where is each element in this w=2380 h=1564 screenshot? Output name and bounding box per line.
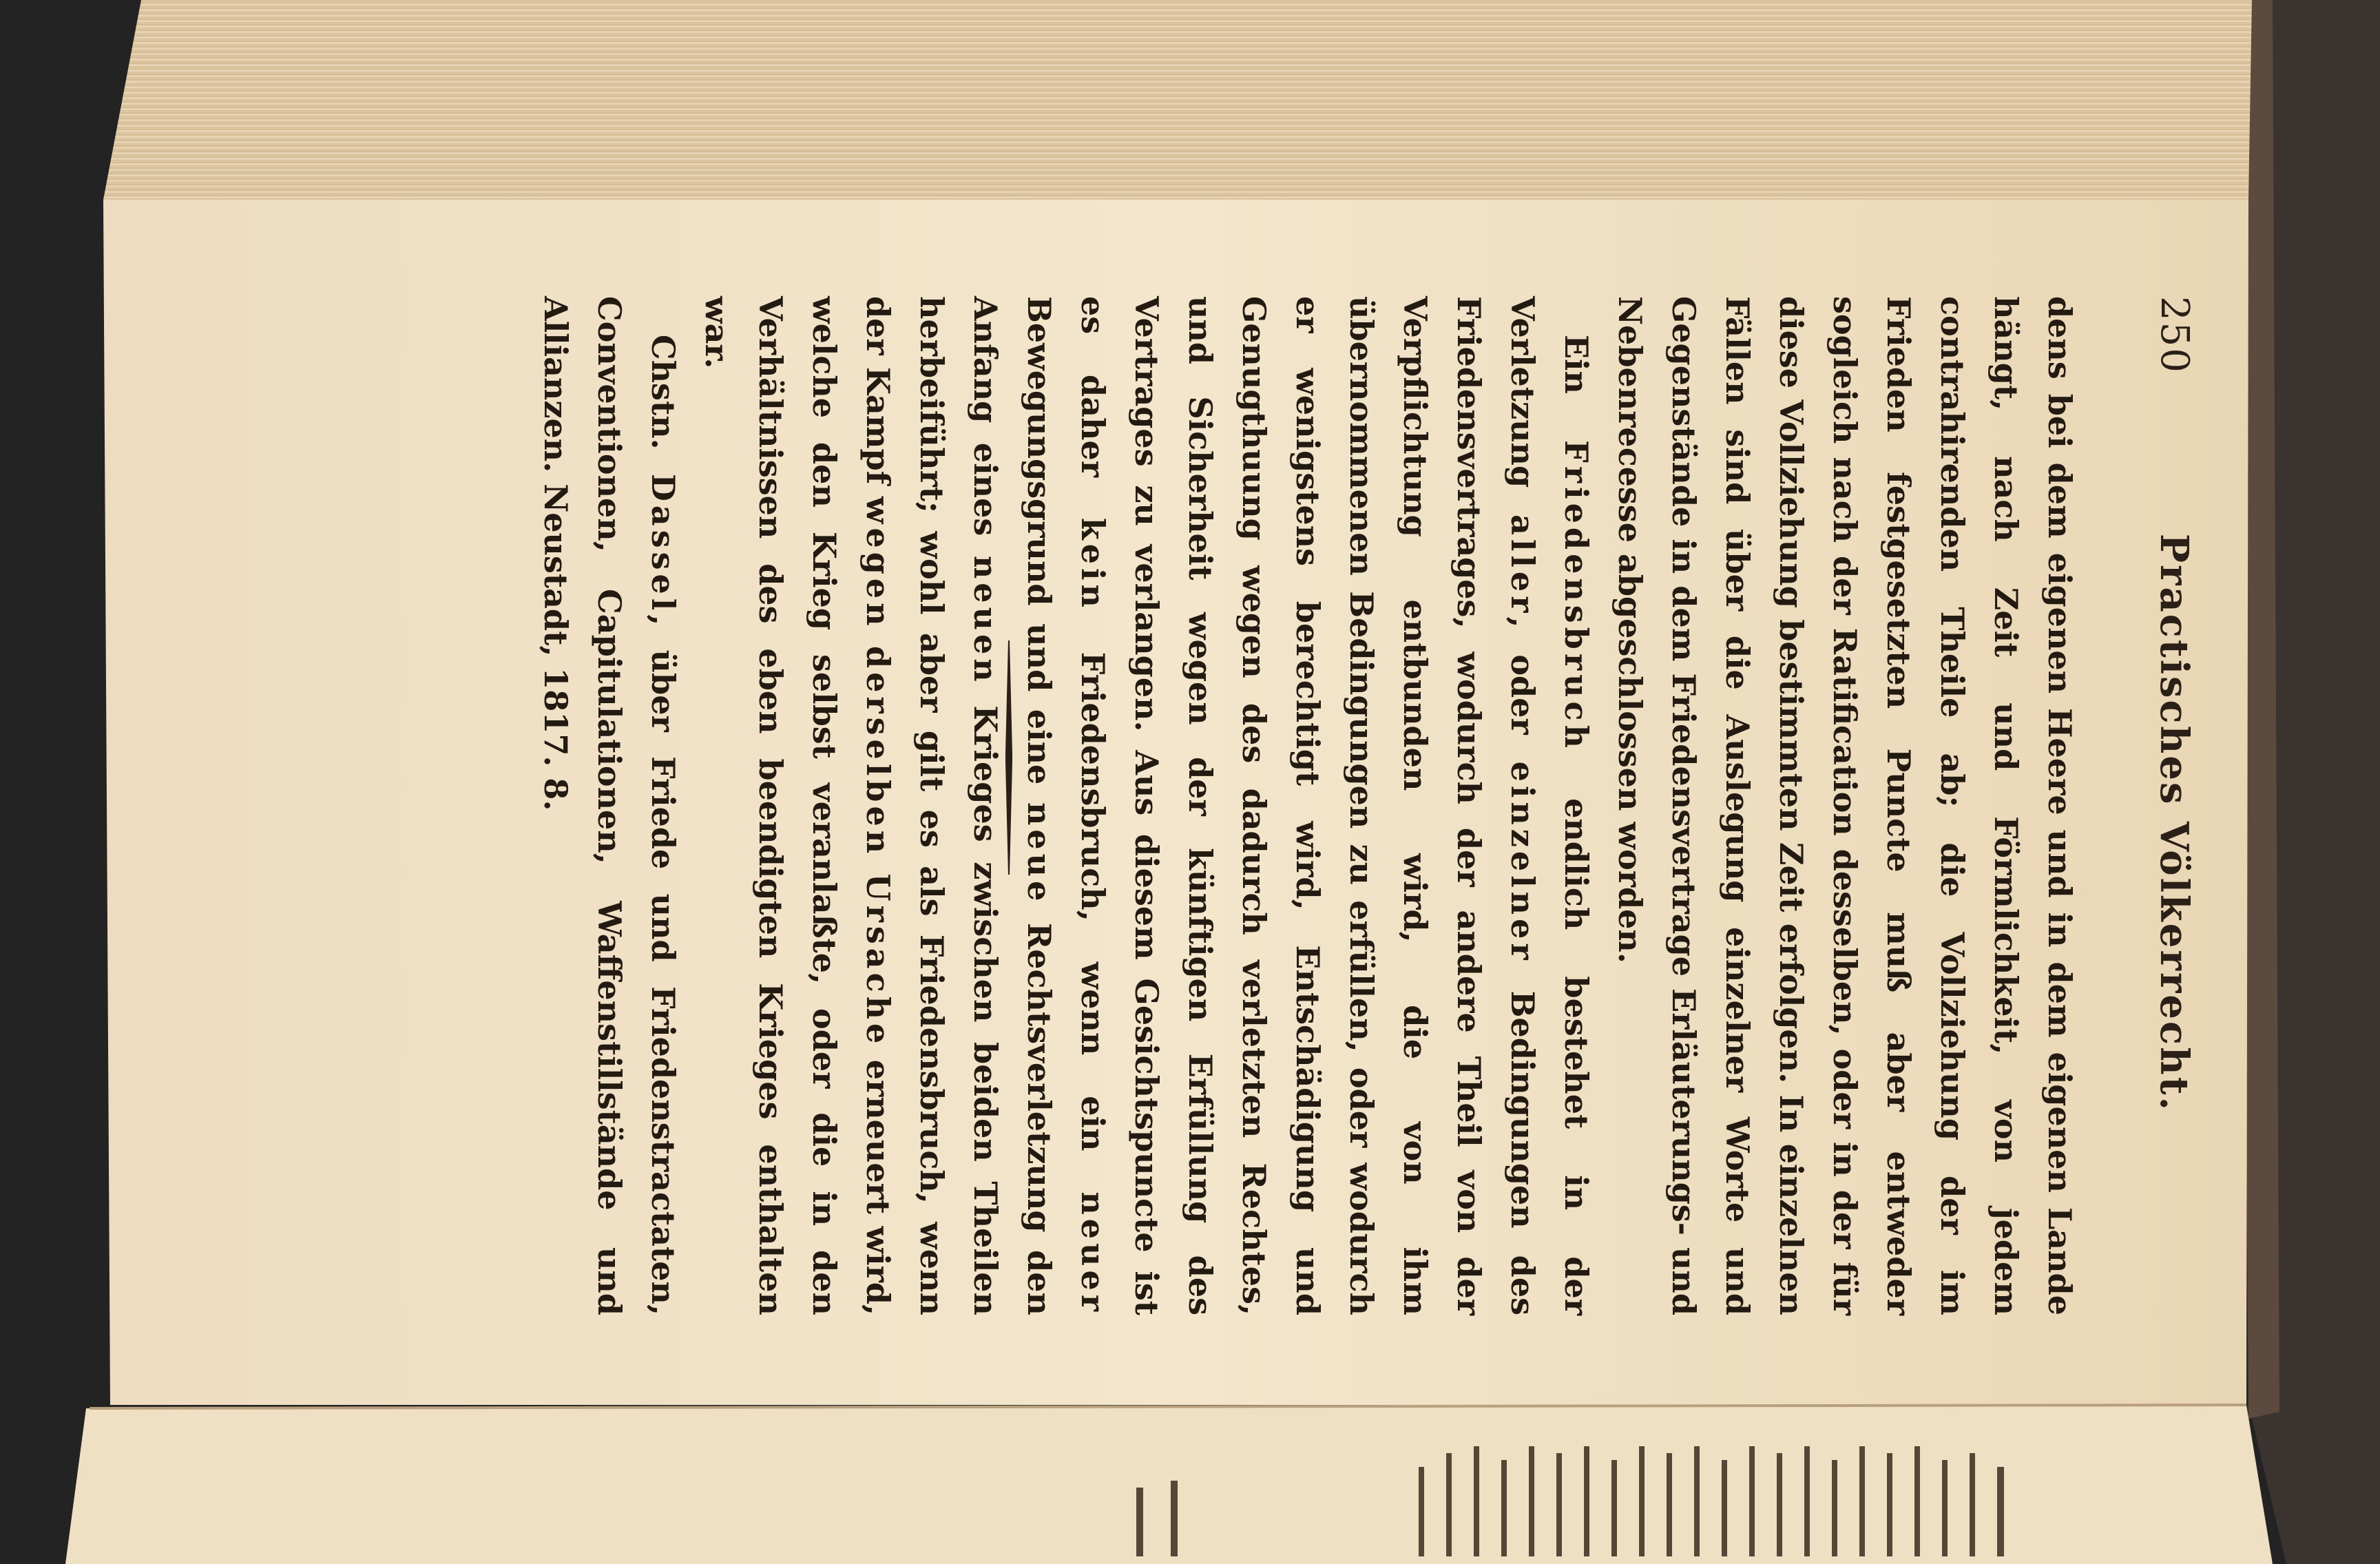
spaced-term: kein — [1074, 517, 1111, 612]
body-text — [529, 296, 2087, 1315]
spaced-term: aller — [1504, 514, 1541, 617]
spaced-term: Friedensbruch — [1558, 440, 1595, 752]
spaced-term: neuer — [1074, 1191, 1111, 1315]
text-run: Bedingungen des Friedensvertrages, wodurch der andere Theil von der Verpflichtung entbunden wird, die von ihm übernommenen Bedingungen zu erfüllen, oder wodurch er wenigstens berechtigt wird, Entschädigung und Genugthuung wegen des dadurch verletzten Rechtes, und Sicherheit wegen der künftigen Erfüllung des Vertrages zu verlangen. Aus diesem Gesichtspuncte ist es daher — [1074, 296, 1541, 1316]
text-run: , über Friede und Friedenstractaten, Conventionen, Capitulationen, Waffenstillstände und Allianzen. Neustadt, 1817. 8. — [537, 296, 682, 1315]
spaced-term: einzelner — [1504, 761, 1541, 964]
text-run: , oder — [1504, 616, 1541, 762]
text-run: Friedensbruch, wenn ein — [1074, 611, 1111, 1192]
reference-note — [529, 296, 690, 1315]
reference-author: Dassel — [645, 474, 682, 615]
page-number: 250 — [2152, 296, 2197, 374]
facing-page — [65, 1405, 2273, 1564]
paragraph-continuation: dens bei dem eigenen Heere und in dem eigenen Lande hängt, nach Zeit und Förmlichkeit, von jedem contrahirenden Theile ab; die Vollziehung der im Frieden festgesetzten Puncte muß aber entweder sogleich nach der Ratification desselben, oder in der für diese Vollziehung bestimmten Zeit erfolgen. In einzelnen Fällen sind über die Auslegung einzelner Worte und Gegenstände in dem Friedensvertrage Erläuterungs- und Nebenrecesse abgeschlossen worden. — [1611, 296, 2078, 1315]
text-run: Rechtsverletzung den Anfang eines — [967, 296, 1058, 1315]
text-run: Ein — [1558, 335, 1595, 441]
spaced-term: neuen — [967, 555, 1004, 686]
running-title: Practisches Völkerrecht. — [2151, 533, 2197, 1113]
text-run: Bewegungsgrund und eine — [1021, 296, 1058, 802]
spaced-term: wegen derselben Ursache — [859, 496, 897, 1048]
running-head — [2135, 296, 2197, 1350]
text-run: erneuert wird, welche den Krieg selbst veranlaßte, oder die in den Verhältnissen des eben beendigten Krieges enthalten war. — [698, 296, 897, 1315]
text-run: Chstn. — [645, 335, 682, 475]
text-run: endlich bestehet in der Verletzung — [1504, 296, 1595, 1315]
paragraph-friedensbruch — [690, 296, 1603, 1315]
spaced-term: neue — [1021, 802, 1058, 906]
page-text-rotated — [103, 200, 2238, 1391]
page-text-frame — [103, 200, 2238, 1391]
page-stack-edge — [103, 0, 2252, 200]
text-run: Krieges zwischen beiden Theilen herbeiführt; wohl aber gilt es als Friedensbruch, wenn der Kampf — [859, 296, 1004, 1315]
